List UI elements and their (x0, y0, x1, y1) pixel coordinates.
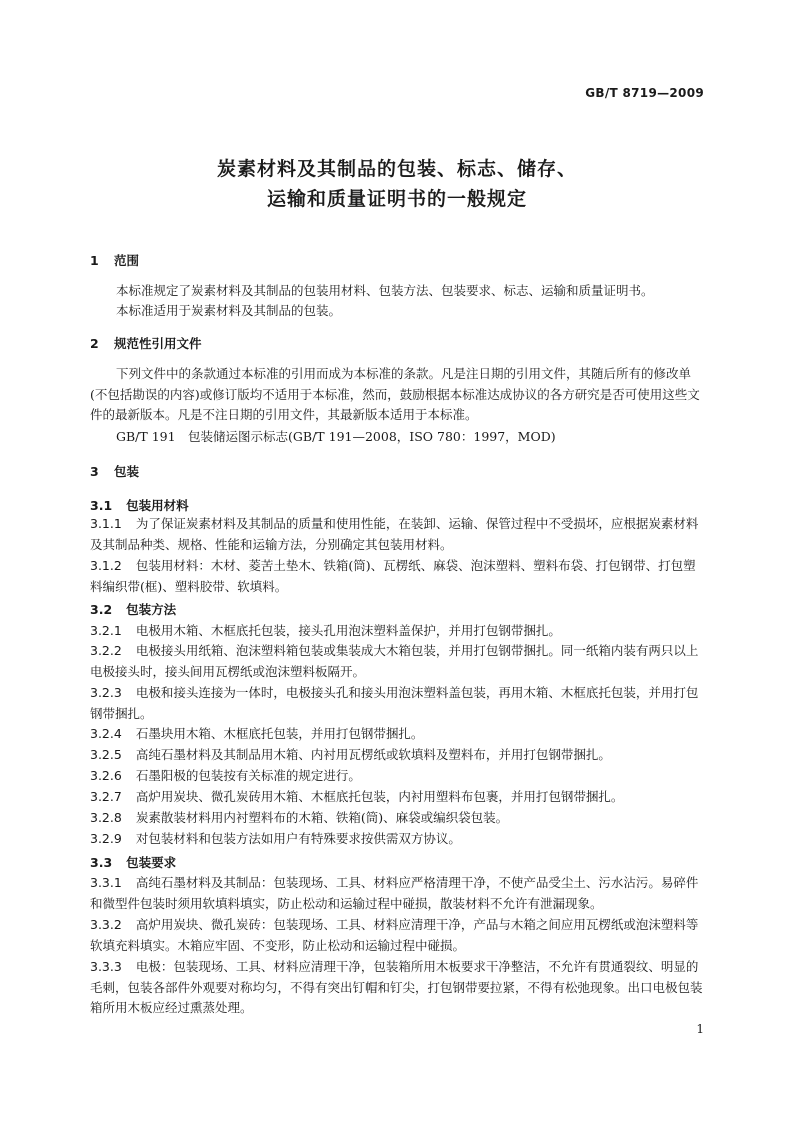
clause-3-3-1: 3.3.1 高纯石墨材料及其制品：包装现场、工具、材料应严格清理干净，不使产品受尘土、污水沾污。易碎件和微型件包装时须用软填料填实，防止松动和运输过程中碰损，散装材料不允许有泄漏现象。 (90, 875, 699, 911)
clause-3-2-2: 3.2.2 电极接头用纸箱、泡沫塑料箱包装或集装成大木箱包装，并用打包钢带捆扎。同一纸箱内装有两只以上电极接头时，接头间用瓦楞纸或泡沫塑料板隔开。 (90, 643, 699, 679)
clause-3-1-2: 3.1.2 包装用材料：木材、菱苦土垫木、铁箱(筒)、瓦楞纸、麻袋、泡沫塑料、塑料布袋、打包钢带、打包塑料编织带(框)、塑料胶带、软填料。 (90, 558, 696, 594)
scope-paragraph-2: 本标准适用于炭素材料及其制品的包装。 (116, 303, 342, 318)
document-title-line-2: 运输和质量证明书的一般规定 (266, 188, 527, 210)
references-paragraph: 下列文件中的条款通过本标准的引用而成为本标准的条款。凡是注日期的引用文件，其随后所有的修改单(不包括勘误的内容)或修订版均不适用于本标准，然而，鼓励根据本标准达成协议的各方研究是否可使用这些文件的最新版本。凡是不注日期的引用文件，其最新版本适用于本标准。 (90, 366, 700, 422)
clause-3-2-8: 3.2.8 炭素散装材料用内衬塑料布的木箱、铁箱(筒)、麻袋或编织袋包装。 (90, 810, 509, 825)
clause-3-3-2: 3.3.2 高炉用炭块、微孔炭砖：包装现场、工具、材料应清理干净，产品与木箱之间应用瓦楞纸或泡沫塑料等软填充料填实。木箱应牢固、不变形，防止松动和运输过程中碰损。 (90, 917, 699, 953)
clause-3-2-5: 3.2.5 高纯石墨材料及其制品用木箱、内衬用瓦楞纸或软填料及塑料布，并用打包钢带捆扎。 (90, 747, 611, 762)
section-heading-scope: 1 范围 (90, 253, 140, 268)
section-heading-normative-references: 2 规范性引用文件 (90, 336, 202, 351)
clause-3-1-1: 3.1.1 为了保证炭素材料及其制品的质量和使用性能，在装卸、运输、保管过程中不受损坏，应根据炭素材料及其制品种类、规格、性能和运输方法，分别确定其包装用材料。 (90, 516, 699, 552)
clause-3-2-6: 3.2.6 石墨阳极的包装按有关标准的规定进行。 (90, 768, 361, 783)
clause-3-2-1: 3.2.1 电极用木箱、木框底托包装，接头孔用泡沫塑料盖保护，并用打包钢带捆扎。 (90, 623, 561, 638)
clause-3-2-7: 3.2.7 高炉用炭块、微孔炭砖用木箱、木框底托包装，内衬用塑料布包裹，并用打包钢带捆扎。 (90, 789, 624, 804)
standard-code: GB/T 8719—2009 (585, 86, 704, 100)
subsection-heading-requirements: 3.3 包装要求 (90, 855, 177, 870)
document-title-line-1: 炭素材料及其制品的包装、标志、储存、 (216, 158, 577, 180)
reference-gbt191: GB/T 191 包装储运图示标志(GB/T 191—2008，ISO 780：1997，MOD) (116, 429, 556, 444)
page-number: 1 (696, 1022, 704, 1036)
clause-3-2-9: 3.2.9 对包装材料和包装方法如用户有特殊要求按供需双方协议。 (90, 831, 461, 846)
scope-paragraph-1: 本标准规定了炭素材料及其制品的包装用材料、包装方法、包装要求、标志、运输和质量证明书。 (116, 283, 654, 298)
clause-3-2-3: 3.2.3 电极和接头连接为一体时，电极接头孔和接头用泡沫塑料盖包装，再用木箱、木框底托包装，并用打包钢带捆扎。 (90, 685, 699, 721)
section-heading-packaging: 3 包装 (90, 464, 140, 479)
subsection-heading-materials: 3.1 包装用材料 (90, 498, 189, 513)
clause-3-3-3: 3.3.3 电极：包装现场、工具、材料应清理干净，包装箱所用木板要求干净整洁，不允许有贯通裂纹、明显的毛刺，包装各部件外观要对称均匀，不得有突出钉帽和钉尖，打包钢带要拉紧，不得有松弛现象。出口电极包装箱所用木板应经过熏蒸处理。 (90, 959, 703, 1015)
clause-3-2-4: 3.2.4 石墨块用木箱、木框底托包装，并用打包钢带捆扎。 (90, 726, 424, 741)
subsection-heading-methods: 3.2 包装方法 (90, 602, 177, 617)
